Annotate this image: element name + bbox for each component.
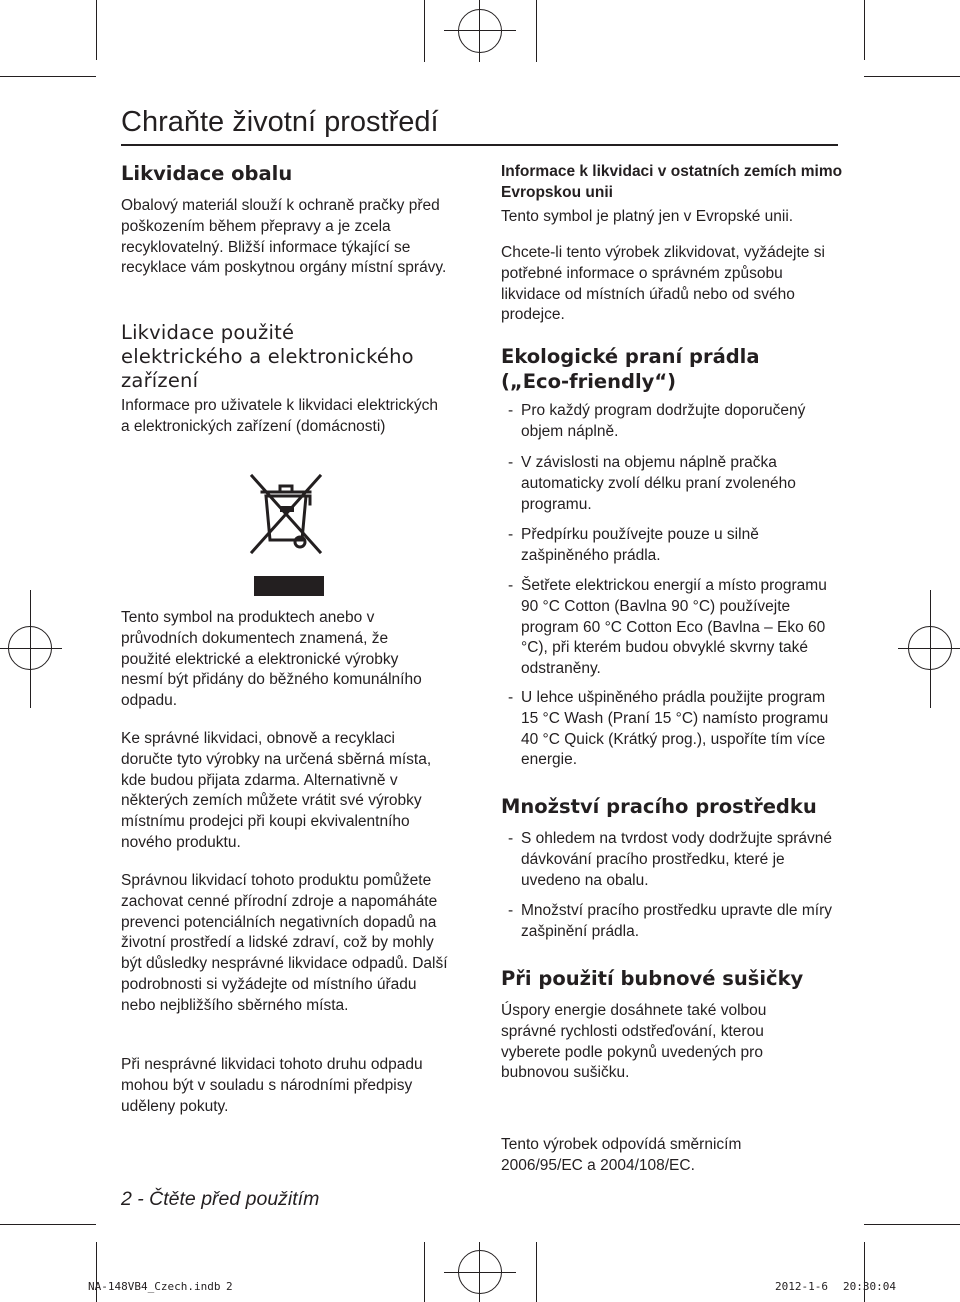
title-rule <box>121 144 838 146</box>
detergent-item-text: S ohledem na tvrdost vody dodržujte správné dávkování pracího prostředku, které je uvedeno na obalu. <box>521 830 833 889</box>
eco-item-text: Pro každý program dodržujte doporučený objem náplně. <box>521 402 806 440</box>
eco-item: - Předpírku používejte pouze u silně zašpiněného prádla. <box>508 526 759 564</box>
weee-heading: Likvidace použité elektrického a elektronického zařízení <box>121 321 414 392</box>
eco-item-text: U lehce ušpiněného prádla použijte program 15 °C Wash (Praní 15 °C) namísto programu 40 °C Quick (Krátký prog.), uspoříte tím více energie. <box>521 689 829 769</box>
page-footer-label: 2 - Čtěte před použitím <box>121 1188 320 1210</box>
eco-item: - V závislosti na objemu náplně pračka automaticky zvolí délku praní zvoleného programu. <box>508 454 796 513</box>
eco-item: - Šetřete elektrickou energií a místo programu 90 °C Cotton (Bavlna 90 °C) používejte program 60 °C Cotton Eco (Bavlna – Eko 60 °C), při kterém budou obvyklé skvrny také odstraněny. <box>508 577 827 678</box>
weee-paragraph-1: Tento symbol na produktech anebo v průvodních dokumentech znamená, že použité elektrické a elektronické výrobky nesmí být přidány do běžného komunálního odpadu. <box>121 609 422 710</box>
eco-heading <box>501 344 846 394</box>
detergent-item-text: Množství pracího prostředku upravte dle míry zašpinění prádla. <box>521 902 832 940</box>
eco-item-text: Předpírku používejte pouze u silně zašpiněného prádla. <box>521 526 759 564</box>
slug-file: NA-148VB4_Czech.indb <box>88 1280 221 1293</box>
compliance-text: Tento výrobek odpovídá směrnicím 2006/95/EC a 2004/108/EC. <box>501 1136 742 1174</box>
weee-paragraph-4: Při nesprávné likvidaci tohoto druhu odpadu mohou být v souladu s národními předpisy uděleny pokuty. <box>121 1056 423 1115</box>
eco-item: - Pro každý program dodržujte doporučený objem náplně. <box>508 402 806 440</box>
dryer-text: Úspory energie dosáhnete také volbou správné rychlosti odstřeďování, kterou vyberete podle pokynů uvedených pro bubnovou sušičku. <box>501 1002 767 1082</box>
other-countries-line: Tento symbol je platný jen v Evropské unii. <box>501 208 794 225</box>
slug-time: 20:30:04 <box>843 1280 896 1293</box>
other-countries-text: Chcete-li tento výrobek zlikvidovat, vyžádejte si potřebné informace o správném způsobu likvidace od místních úřadů nebo od svého prodejce. <box>501 244 825 324</box>
page-title: Chraňte životní prostředí <box>121 106 439 138</box>
eco-item-text: Šetřete elektrickou energií a místo programu 90 °C Cotton (Bavlna 90 °C) používejte program 60 °C Cotton Eco (Bavlna – Eko 60 °C), při kterém budou obvyklé skvrny také odstraněny. <box>521 577 827 678</box>
weee-subheading: Informace pro uživatele k likvidaci elektrických a elektronických zařízení (domácnosti) <box>121 397 439 435</box>
packaging-heading: Likvidace obalu <box>121 162 293 185</box>
crossed-out-wheeled-bin-icon <box>244 470 328 596</box>
dryer-heading: Při použití bubnové sušičky <box>501 967 804 990</box>
packaging-text: Obalový materiál slouží k ochraně pračky před poškozením během přepravy a je zcela recyklovatelný. Bližší informace týkající se recyklace vám poskytnou orgány místní správy. <box>121 197 447 277</box>
detergent-item: - S ohledem na tvrdost vody dodržujte správné dávkování pracího prostředku, které je uvedeno na obalu. <box>508 830 833 889</box>
eco-heading-line-2: („Eco-friendly“) <box>501 370 677 393</box>
detergent-heading: Množství pracího prostředku <box>501 795 817 818</box>
eco-heading-line-1: Ekologické praní prádla <box>501 345 760 368</box>
detergent-item: - Množství pracího prostředku upravte dle míry zašpinění prádla. <box>508 902 832 940</box>
slug-date: 2012-1-6 <box>775 1280 828 1293</box>
slug-page: 2 <box>226 1280 233 1293</box>
weee-paragraph-3: Správnou likvidací tohoto produktu pomůžete zachovat cenné přírodní zdroje a napomáháte prevenci potenciálních negativních dopadů na životní prostředí a lidské zdraví, což by mohly být důsledky nesprávné likvidace odpadů. Další podrobnosti si vyžádejte od místního úřadu nebo nejbližšího sběrného místa. <box>121 872 448 1014</box>
eco-item: - U lehce ušpiněného prádla použijte program 15 °C Wash (Praní 15 °C) namísto programu 40 °C Quick (Krátký prog.), uspoříte tím více energie. <box>508 689 829 769</box>
other-countries-heading: Informace k likvidaci v ostatních zemích mimo Evropskou unii <box>501 163 843 201</box>
weee-paragraph-2: Ke správné likvidaci, obnově a recyklaci doručte tyto výrobky na určená sběrná místa, kde budou přijata zdarma. Alternativně v některých zemích můžete vrátit své výrobky místnímu prodejci při koupi ekvivalentního nového produktu. <box>121 730 432 851</box>
eco-item-text: V závislosti na objemu náplně pračka automaticky zvolí délku praní zvoleného programu. <box>521 454 796 513</box>
